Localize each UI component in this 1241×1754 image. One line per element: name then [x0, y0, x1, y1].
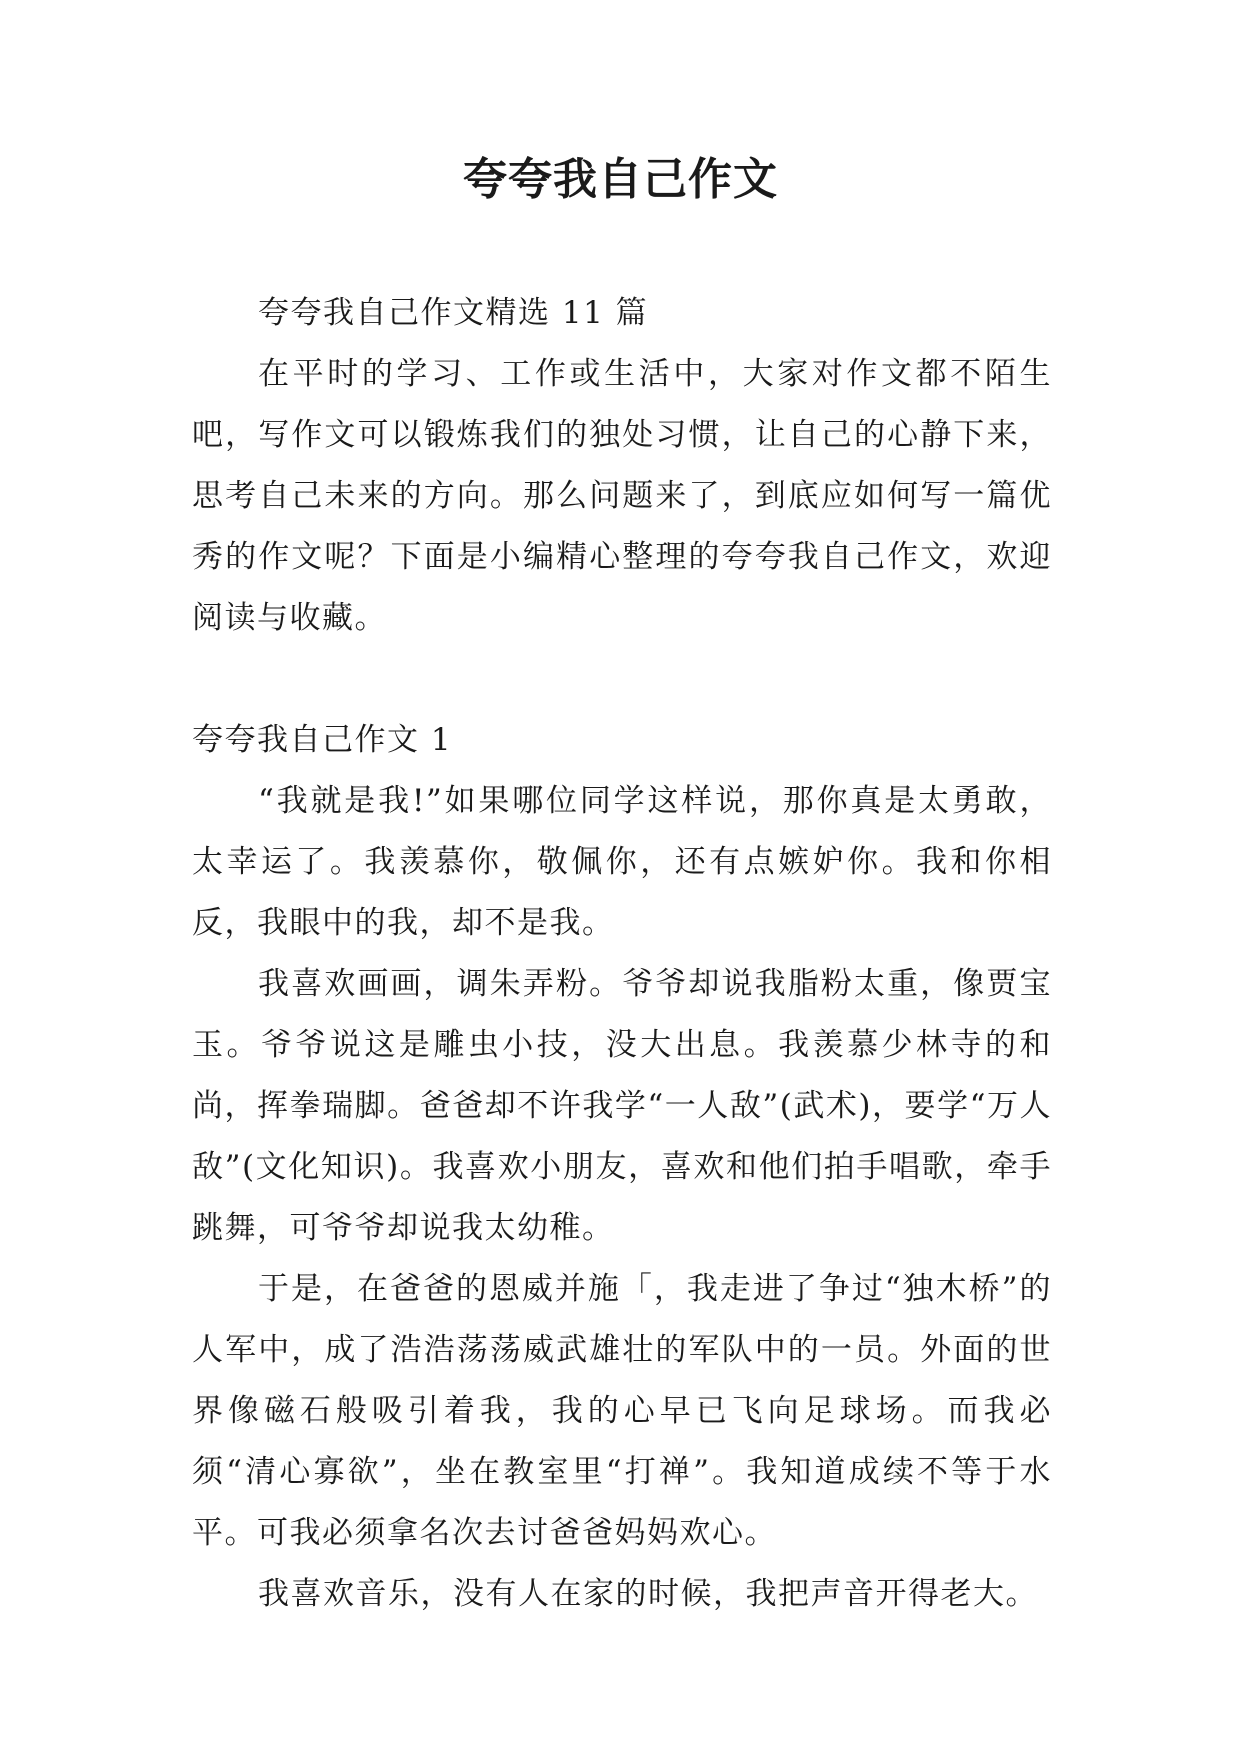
- intro-paragraph: 在平时的学习、工作或生活中，大家对作文都不陌生吧，写作文可以锻炼我们的独处习惯，让自己的心静下来，思考自己未来的方向。那么问题来了，到底应如何写一篇优秀的作文呢？下面是小编精心整理的夸夸我自己作文，欢迎阅读与收藏。: [192, 356, 1052, 636]
- document-title: 夸夸我自己作文: [463, 154, 778, 205]
- section-paragraph-1: “我就是我!”如果哪位同学这样说，那你真是太勇敢，太幸运了。我羡慕你，敬佩你，还有点嫉妒你。我和你相反，我眼中的我，却不是我。: [192, 783, 1052, 941]
- intro-subtitle: 夸夸我自己作文精选 11 篇: [258, 295, 649, 331]
- section-paragraph-2: 我喜欢画画，调朱弄粉。爷爷却说我脂粉太重，像贾宝玉。爷爷说这是雕虫小技，没大出息。我羡慕少林寺的和尚，挥拳瑞脚。爸爸却不许我学“一人敌”(武术)，要学“万人敌”(文化知识)。我喜欢小朋友，喜欢和他们拍手唱歌，牵手跳舞，可爷爷却说我太幼稚。: [192, 966, 1052, 1246]
- document-body: [192, 283, 1052, 1625]
- section-spacer: [192, 649, 1052, 710]
- section-paragraph-3: 于是，在爸爸的恩威并施「，我走进了争过“独木桥”的人军中，成了浩浩荡荡威武雄壮的军队中的一员。外面的世界像磁石般吸引着我，我的心早已飞向足球场。而我必须“清心寡欲”，坐在教室里“打禅”。我知道成续不等于水平。可我必须拿名次去讨爸爸妈妈欢心。: [192, 1271, 1052, 1551]
- section-paragraph-4: 我喜欢音乐，没有人在家的时候，我把声音开得老大。: [258, 1576, 1038, 1612]
- section-heading: 夸夸我自己作文 1: [192, 722, 453, 758]
